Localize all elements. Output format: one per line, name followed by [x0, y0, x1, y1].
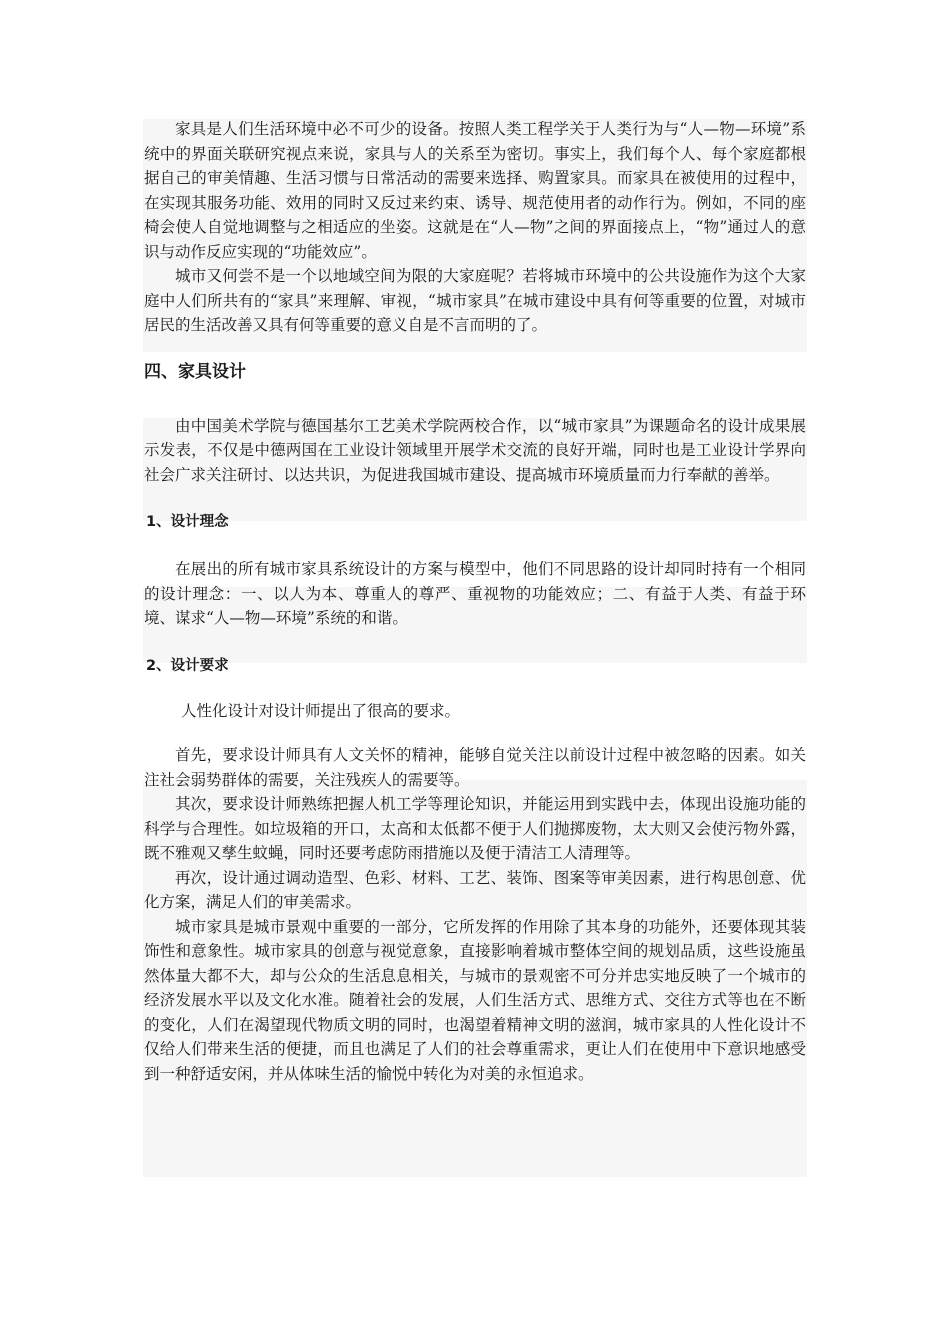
- paragraph-requirements-3: 再次，设计通过调动造型、色彩、材料、工艺、装饰、图案等审美因素，进行构思创意、优化方案，满足人们的审美需求。: [144, 868, 806, 911]
- document-body: [144, 117, 806, 1086]
- paragraph-intro-1: 家具是人们生活环境中必不可少的设备。按照人类工程学关于人类行为与“人—物—环境”系统中的界面关联研究视点来说，家具与人的关系至为密切。事实上，我们每个人、每个家庭都根据自己的审美情趣、生活习惯与日常活动的需要来选择、购置家具。而家具在被使用的过程中，在实现其服务功能、效用的同时又反过来约束、诱导、规范使用者的动作行为。例如，不同的座椅会使人自觉地调整与之相适应的坐姿。这就是在“人—物”之间的界面接点上，“物”通过人的意识与动作反应实现的“功能效应”。: [144, 120, 806, 261]
- paragraph-requirements-lead: 人性化设计对设计师提出了很高的要求。: [181, 701, 461, 720]
- section-heading-furniture-design: 四、家具设计: [144, 361, 246, 382]
- paragraph-requirements-1: 首先，要求设计师具有人文关怀的精神，能够自觉关注以前设计过程中被忽略的因素。如关注社会弱势群体的需要，关注残疾人的需要等。: [144, 746, 806, 789]
- paragraph-intro-2: 城市又何尝不是一个以地域空间为限的大家庭呢？若将城市环境中的公共设施作为这个大家庭中人们所共有的“家具”来理解、审视，“城市家具”在城市建设中具有何等重要的位置，对城市居民的生活改善又具有何等重要的意义自是不言而明的了。: [144, 267, 806, 334]
- subheading-design-concept: 1、设计理念: [146, 514, 229, 530]
- paragraph-requirements-4: 城市家具是城市景观中重要的一部分，它所发挥的作用除了其本身的功能外，还要体现其装饰性和意象性。城市家具的创意与视觉意象，直接影响着城市整体空间的规划品质，这些设施虽然体量大都不大，却与公众的生活息息相关，与城市的景观密不可分并忠实地反映了一个城市的经济发展水平以及文化水准。随着社会的发展，人们生活方式、思维方式、交往方式等也在不断的变化，人们在渴望现代物质文明的同时，也渴望着精神文明的滋润，城市家具的人性化设计不仅给人们带来生活的便捷，而且也满足了人们的社会尊重需求，更让人们在使用中下意识地感受到一种舒适安闲，并从体味生活的愉悦中转化为对美的永恒追求。: [144, 917, 806, 1083]
- paragraph-requirements-2: 其次，要求设计师熟练把握人机工学等理论知识，并能运用到实践中去，体现出设施功能的科学与合理性。如垃圾箱的开口，太高和太低都不便于人们抛掷废物，太大则又会使污物外露，既不雅观又孳生蚊蝇，同时还要考虑防雨措施以及便于清洁工人清理等。: [144, 795, 806, 862]
- paragraph-section4: 由中国美术学院与德国基尔工艺美术学院两校合作，以“城市家具”为课题命名的设计成果展示发表，不仅是中德两国在工业设计领域里开展学术交流的良好开端，同时也是工业设计学界向社会广求关注研讨、以达共识，为促进我国城市建设、提高城市环境质量而力行奉献的善举。: [144, 416, 806, 484]
- subheading-design-requirements: 2、设计要求: [146, 657, 229, 674]
- paragraph-design-concept: 在展出的所有城市家具系统设计的方案与模型中，他们不同思路的设计却同时持有一个相同的设计理念：一、以人为本、尊重人的尊严、重视物的功能效应；二、有益于人类、有益于环境、谋求“人—物—环境”系统的和谐。: [144, 560, 806, 627]
